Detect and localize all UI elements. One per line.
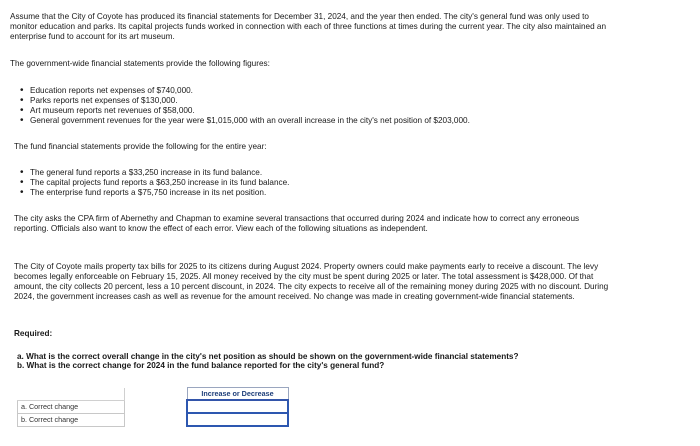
list-item: • The capital projects fund reports a $63,250 increase in its fund balance.	[20, 178, 620, 188]
govwide-lead: The government-wide financial statements provide the following figures:	[10, 59, 270, 68]
table-row	[18, 400, 289, 413]
fund-lead: The fund financial statements provide the following for the entire year:	[14, 142, 267, 151]
list-item: • Parks reports net expenses of $130,000.	[20, 96, 620, 106]
table-row	[18, 413, 289, 426]
fund-list	[20, 168, 620, 198]
spacer-cell	[125, 388, 188, 401]
list-item: • The enterprise fund reports a $75,750 increase in its net position.	[20, 188, 620, 198]
list-item: • The general fund reports a $33,250 increase in its fund balance.	[20, 168, 620, 178]
row-label: b. Correct change	[18, 413, 125, 426]
list-item: • Education reports net expenses of $740,000.	[20, 86, 620, 96]
intro-paragraph: Assume that the City of Coyote has produced its financial statements for December 31, 2024, and the year then ended. The city's general fund was only used to monitor education and parks. Its capital projects funds worked in connection with each of three functions at times during the current year. The city also maintained an enterprise fund to account for its art museum.	[10, 12, 607, 41]
answer-table	[17, 387, 289, 427]
cpa-paragraph: The city asks the CPA firm of Abernethy and Chapman to examine several transactions that occurred during 2024 and indicate how to correct any erroneous reporting. Officials also want to know the effect of each error. View each of the following situations as independent.	[14, 214, 580, 233]
required-a: a. What is the correct overall change in the city's net position as should be shown on the government-wide financial statements?	[17, 352, 519, 361]
required-heading: Required:	[14, 329, 53, 338]
answer-b-input[interactable]	[188, 414, 287, 425]
spacer-cell	[125, 413, 188, 426]
answer-cell	[187, 413, 288, 426]
scenario-paragraph: The City of Coyote mails property tax bills for 2025 to its citizens during August 2024. Property owners could make payments early to receive a discount. The levy becomes legally enforceable on February 15, 2025. All money received by the city must be spent during 2025 or later. The total assessment is $428,000. Of that amount, the city collects 20 percent, less a 10 percent discount, in 2024. The city expects to receive all of the remaining money during 2025 with no discount. During 2024, the government increases cash as well as revenue for the amount received. No change was made in creating government-wide financial statements.	[14, 262, 609, 301]
required-b: b. What is the correct change for 2024 in the fund balance reported for the city's general fund?	[17, 361, 385, 370]
list-item: • Art museum reports net revenues of $58,000.	[20, 106, 620, 116]
blank-header-cell	[18, 388, 125, 401]
spacer-cell	[125, 400, 188, 413]
govwide-list	[20, 86, 620, 126]
answer-cell	[187, 400, 288, 413]
table-header-row	[18, 388, 289, 401]
column-header: Increase or Decrease	[187, 388, 288, 401]
list-item: • General government revenues for the year were $1,015,000 with an overall increase in the city's net position of $203,000.	[20, 116, 620, 126]
answer-a-input[interactable]	[188, 401, 287, 412]
row-label: a. Correct change	[18, 400, 125, 413]
